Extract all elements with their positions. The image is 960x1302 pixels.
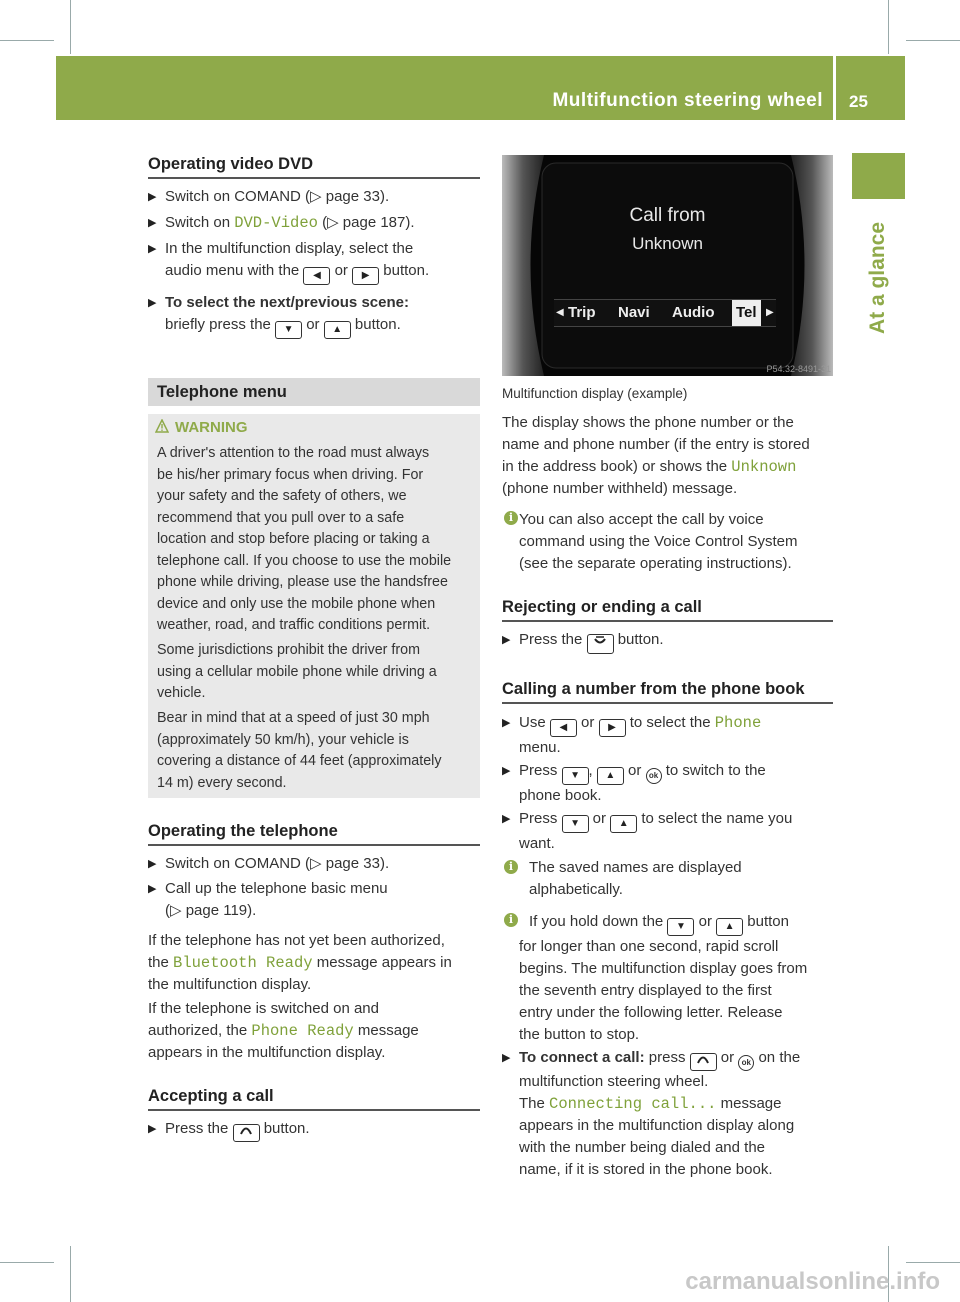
display-message: DVD-Video [234, 214, 318, 232]
info-note: The saved names are displayed alphabetically. [529, 859, 742, 898]
list-item: ▶ To connect a call: press or ok on the multifunction steering wheel. The Connecting call... message appears in the multifunction display along with the number being dialed and the name, if it is stored in the phone book. [502, 1049, 801, 1178]
section-heading-telephone-menu: Telephone menu [157, 383, 287, 401]
arrow-icon: ▶ [148, 1123, 157, 1135]
menu-item-tel: Tel [732, 300, 761, 326]
display-message: Phone Ready [251, 1022, 354, 1040]
side-tab [842, 210, 914, 345]
phone-end-key-icon [587, 634, 614, 654]
arrow-icon: ▶ [502, 717, 511, 729]
heading-rule [148, 177, 480, 179]
list-item: ▶ Press the button. [502, 629, 664, 654]
up-key-icon: ▲ [597, 767, 624, 785]
crop-mark [906, 1262, 960, 1263]
heading-rule [502, 620, 833, 622]
list-item: ▶ Press the button. [148, 1118, 310, 1142]
figure-caption: Multifunction display (example) [502, 386, 688, 401]
section-heading-phonebook: Calling a number from the phone book [502, 680, 805, 698]
arrow-icon: ▶ [502, 765, 511, 777]
display-line-1: Call from [629, 205, 706, 226]
crop-mark [70, 0, 71, 54]
left-key-icon: ◀ [550, 719, 577, 737]
menu-item-trip: Trip [568, 304, 596, 321]
display-message: Unknown [731, 458, 797, 476]
heading-rule [148, 844, 480, 846]
right-key-icon: ▶ [599, 719, 626, 737]
warning-text: Bear in mind that at a speed of just 30 mph (approximately 50 km/h), your vehicle is covering a distance of 44 feet (approximately 14 m) every second. [157, 710, 442, 791]
watermark: carmanualsonline.info [685, 1268, 940, 1295]
side-tab-label: At a glance [866, 221, 889, 334]
left-key-icon: ◀ [303, 267, 330, 285]
ok-key-icon: ok [646, 768, 662, 784]
list-item: ▶ Use ◀ or ▶ to select the Phone menu. [502, 714, 762, 756]
header-separator [833, 56, 836, 120]
menu-item-navi: Navi [618, 304, 650, 321]
arrow-icon: ▶ [148, 858, 157, 870]
heading-rule [502, 702, 833, 704]
phone-accept-key-icon [233, 1124, 260, 1142]
list-item: ▶ In the multifunction display, select the audio menu with the ◀ or ▶ button. [148, 238, 429, 285]
arrow-icon: ▶ [502, 813, 511, 825]
display-menu-bar [554, 299, 776, 327]
list-item: ▶ Press ▼ or ▲ to select the name you want. [502, 810, 793, 852]
info-icon: i [504, 860, 518, 874]
warning-text: A driver's attention to the road must always be his/her primary focus when driving. For your safety and the safety of others, we recommend that you pull over to a safe location and stop before placing or taking a telephone call. If you choose to use the mobile phone while driving, please use the handsfree device and only use the mobile phone when weather, road, and traffic conditions permit. [157, 445, 452, 633]
crop-mark [70, 1246, 71, 1302]
arrow-icon: ▶ [502, 1052, 511, 1064]
arrow-icon: ▶ [148, 217, 157, 229]
menu-left-arrow-icon: ◀ [556, 307, 564, 318]
paragraph: If the telephone is switched on and authorized, the Phone Ready message appears in the multifunction display. [148, 1000, 419, 1061]
heading-rule [148, 1109, 480, 1111]
display-illustration [502, 155, 833, 376]
side-tab-bar [852, 153, 905, 199]
paragraph: If the telephone has not yet been authorized, the Bluetooth Ready message appears in the multifunction display. [148, 932, 452, 993]
info-icon: i [504, 511, 518, 525]
crop-mark [888, 0, 889, 54]
up-key-icon: ▲ [610, 815, 637, 833]
info-note: If you hold down the ▼ or ▲ button for longer than one second, rapid scroll begins. The multifunction display goes from the seventh entry displayed to the first entry under the following letter. Release the button to stop. [519, 913, 808, 1043]
display-message: Phone [714, 714, 762, 732]
down-key-icon: ▼ [562, 815, 589, 833]
arrow-icon: ▶ [148, 297, 157, 309]
section-heading-rejecting: Rejecting or ending a call [502, 598, 702, 616]
down-key-icon: ▼ [275, 321, 302, 339]
warning-text: Some jurisdictions prohibit the driver from using a cellular mobile phone while driving a vehicle. [157, 642, 437, 701]
display-line-2: Unknown [632, 234, 703, 253]
up-key-icon: ▲ [716, 918, 743, 936]
page-number: 25 [849, 92, 868, 111]
arrow-icon: ▶ [148, 243, 157, 255]
section-heading-operating-telephone: Operating the telephone [148, 822, 338, 840]
crop-mark [0, 40, 54, 41]
arrow-icon: ▶ [502, 634, 511, 646]
multifunction-display-image [502, 155, 833, 376]
crop-mark [906, 40, 960, 41]
display-message: Connecting call... [549, 1095, 717, 1113]
menu-item-audio: Audio [672, 304, 715, 321]
list-item: ▶ Switch on DVD-Video (▷ page 187). [148, 214, 415, 232]
image-code: P54.32-8491-31 [766, 364, 831, 374]
arrow-icon: ▶ [148, 191, 157, 203]
page-title: Multifunction steering wheel [552, 90, 823, 111]
list-item: ▶ Call up the telephone basic menu (▷ page 119). [148, 880, 388, 919]
warning-title: WARNING [175, 419, 248, 436]
warning-triangle-icon [155, 419, 169, 433]
crop-mark [0, 1262, 54, 1263]
phone-accept-key-icon [690, 1053, 717, 1071]
ok-key-icon: ok [738, 1055, 754, 1071]
down-key-icon: ▼ [667, 918, 694, 936]
right-key-icon: ▶ [352, 267, 379, 285]
menu-right-arrow-icon: ▶ [766, 307, 774, 318]
down-key-icon: ▼ [562, 767, 589, 785]
list-item: ▶ Switch on COMAND (▷ page 33). [148, 853, 389, 875]
info-note: You can also accept the call by voice command using the Voice Control System (see the separate operating instructions). [519, 511, 798, 572]
info-icon: i [504, 913, 518, 927]
list-item: ▶ Switch on COMAND (▷ page 33). [148, 186, 389, 208]
paragraph: The display shows the phone number or the name and phone number (if the entry is stored in the address book) or shows the Unknown (phone number withheld) message. [502, 414, 810, 497]
display-message: Bluetooth Ready [173, 954, 313, 972]
list-item: ▶ Press ▼ , ▲ or ok to switch to the phone book. [502, 762, 766, 804]
list-item: ▶ To select the next/previous scene: briefly press the ▼ or ▲ button. [148, 292, 409, 339]
up-key-icon: ▲ [324, 321, 351, 339]
section-heading-dvd: Operating video DVD [148, 155, 314, 173]
section-heading-accepting: Accepting a call [148, 1087, 274, 1105]
arrow-icon: ▶ [148, 883, 157, 895]
